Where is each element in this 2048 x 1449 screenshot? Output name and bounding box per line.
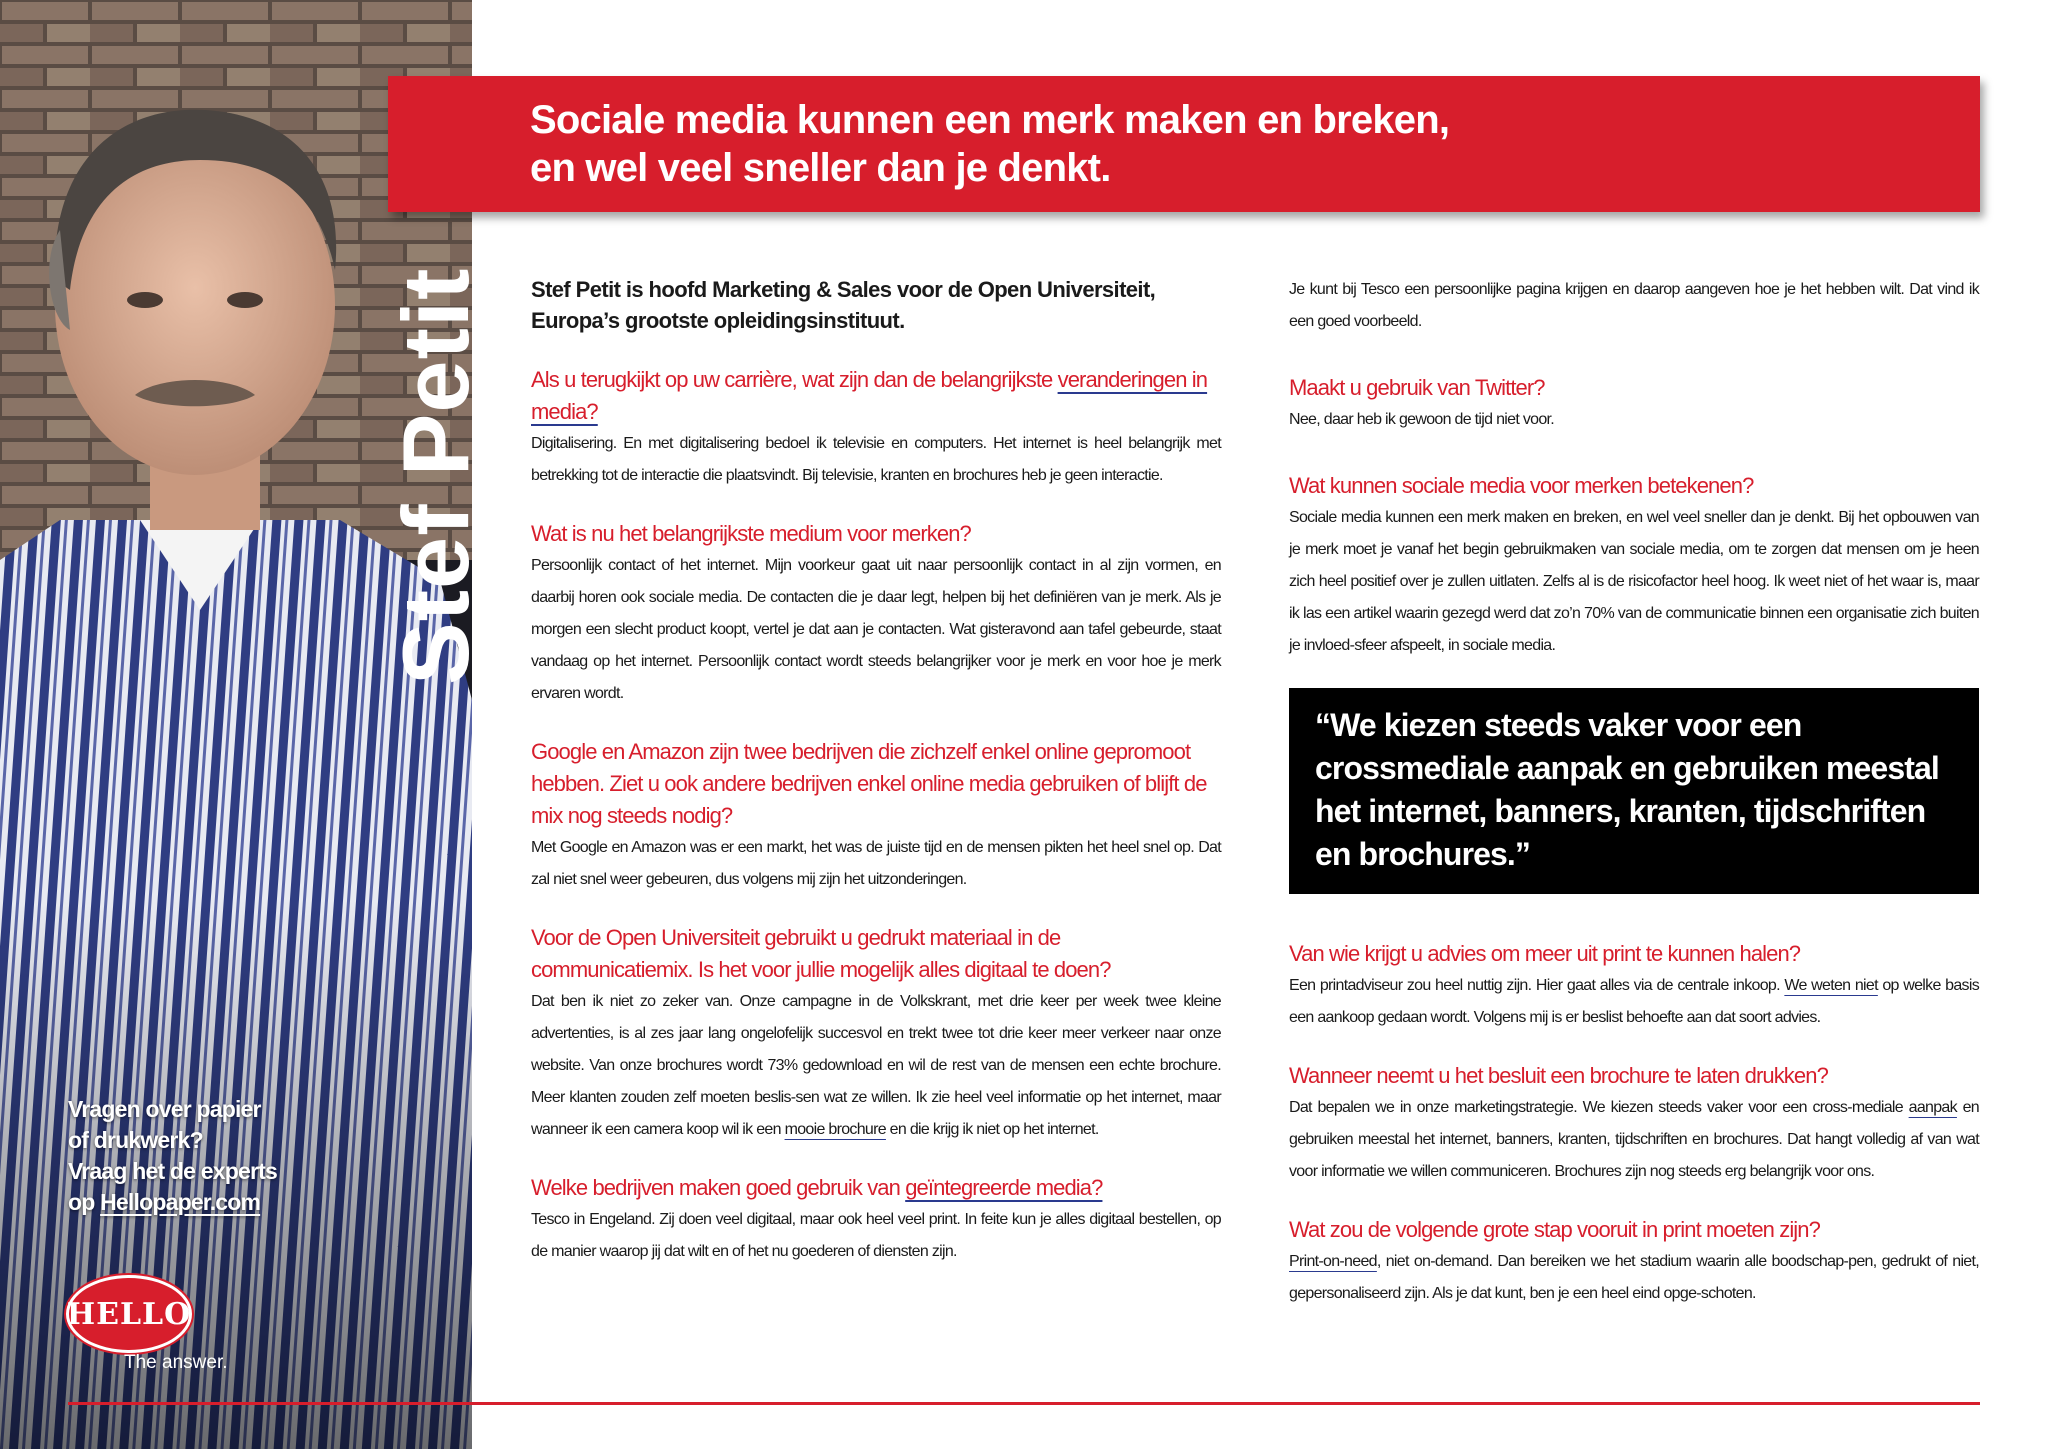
question: Als u terugkijkt op uw carrière, wat zijn dan de belangrijkste veranderingen in media? [531,367,1208,424]
answer: Nee, daar heb ik gewoon de tijd niet voor. [1289,411,1555,428]
answer: Dat ben ik niet zo zeker van. Onze campagne in de Volkskrant, met drie keer per week twee kleine advertenties, is al zes jaar lang ongelofelijk succesvol en trekt twee tot drie keer meer verkeer naar onze website. Van onze brochures wordt 73% gedownload en wil de rest van de mensen een echte brochure. Meer klanten zouden zelf moeten beslis-sen wat ze willen. Ik zie heel veel informatie op het internet, maar wanneer ik een camera koop wil ik een mooie brochure en die krijg ik niet op het internet. [531,993,1221,1138]
underlined-phrase: We weten niet [1784,977,1878,994]
person-name: Stef Petit [383,267,488,685]
question: Van wie krijgt u advies om meer uit print te kunnen halen? [1289,941,1801,966]
answer: Tesco in Engeland. Zij doen veel digitaal, maar ook heel veel print. In feite kun je alles digitaal bestellen, op de manier waarop jij dat wilt en of het nu goederen of diensten zijn. [531,1211,1221,1260]
answer: Print-on-need, niet on-demand. Dan bereiken we het stadium waarin alle boodschap-pen, gedrukt of niet, gepersonaliseerd zijn. Als je dat kunt, ben je een heel eind opge-schoten. [1289,1253,1979,1302]
answer: Persoonlijk contact of het internet. Mijn voorkeur gaat uit naar persoonlijk contact in al zijn vormen, en daarbij horen ook sociale media. De contacten die je daar legt, helpen bij het definiëren van je merk. Als je morgen een slecht product koopt, vertel je dat aan je contacten. Wat gisteravond aan tafel gebeurde, staat vandaag op het internet. Persoonlijk contact wordt steeds belangrijker voor je merk en voor hoe je merk ervaren wordt. [531,557,1221,702]
question: Wat zou de volgende grote stap vooruit in print moeten zijn? [1289,1217,1820,1242]
promo-line: Vragen over papier [68,1096,261,1122]
headline-banner [388,76,1980,212]
portrait-panel [0,0,488,1449]
answer: Dat bepalen we in onze marketingstrategie. We kiezen steeds vaker voor een cross-mediale aanpak en gebruiken meestal het internet, banners, kranten, tijdschriften en brochures. Dat hangt volledig af van wat voor informatie we willen communiceren. Brochures zijn nog steeds erg belangrijk voor ons. [1289,1099,1979,1180]
promo-text [68,1094,368,1218]
promo-line: Vraag het de experts [68,1158,277,1184]
headline-line: Sociale media kunnen een merk maken en breken, [530,98,1450,142]
question: Wat is nu het belangrijkste medium voor merken? [531,521,971,546]
article-column-left [531,274,1221,1294]
hellopaper-link[interactable]: Hellopaper.com [100,1189,261,1215]
underlined-phrase: aanpak [1908,1099,1957,1116]
underlined-phrase: geïntegreerde media? [905,1175,1103,1200]
question: Maakt u gebruik van Twitter? [1289,375,1545,400]
question: Welke bedrijven maken goed gebruik van geïntegreerde media? [531,1175,1103,1200]
portrait-photo [0,0,472,1449]
question: Wat kunnen sociale media voor merken betekenen? [1289,473,1754,498]
underlined-phrase: Print-on-need [1289,1253,1377,1270]
tagline: The answer. [124,1352,228,1373]
answer-continued: Je kunt bij Tesco een persoonlijke pagina krijgen en daarop aangeven hoe je het hebben wilt. Dat vind ik een goed voorbeeld. [1289,281,1979,330]
answer: Digitalisering. En met digitalisering bedoel ik televisie en computers. Het internet is heel belangrijk met betrekking tot de interactie die plaatsvindt. Bij televisie, kranten en brochures heb je geen interactie. [531,435,1221,484]
question: Voor de Open Universiteit gebruikt u gedrukt materiaal in de communicatiemix. Is het voor jullie mogelijk alles digitaal te doen? [531,925,1111,982]
headline-line: en wel veel sneller dan je denkt. [530,146,1111,190]
hello-logo: HELLO [66,1275,192,1353]
answer: Sociale media kunnen een merk maken en breken, en wel veel sneller dan je denkt. Bij het opbouwen van je merk moet je vanaf het begin gebruikmaken van sociale media, om te zorgen dat mensen om je heen zich heel positief over je zullen uitlaten. Zelfs al is de risicofactor heel hoog. Ik weet niet of het waar is, maar ik las een artikel waarin gezegd werd dat zo’n 70% van de communicatie binnen een organisatie zich buiten je invloed-sfeer afspeelt, in sociale media. [1289,509,1979,654]
intro-paragraph: Stef Petit is hoofd Marketing & Sales voor de Open Universiteit, Europa’s grootste opleidingsinstituut. [531,277,1156,333]
question: Wanneer neemt u het besluit een brochure te laten drukken? [1289,1063,1828,1088]
promo-line: of drukwerk? [68,1127,203,1153]
question: Google en Amazon zijn twee bedrijven die zichzelf enkel online gepromoot hebben. Ziet u ook andere bedrijven enkel online media gebruiken of blijft de mix nog steeds nodig? [531,739,1207,828]
pull-quote: “We kiezen steeds vaker voor een crossmediale aanpak en gebruiken meestal het internet, banners, kranten, tijdschriften en brochures.” [1289,688,1979,894]
underlined-phrase: mooie brochure [784,1121,886,1138]
answer: Met Google en Amazon was er een markt, het was de juiste tijd en de mensen pikten het heel snel op. Dat zal niet snel weer gebeuren, dus volgens mij zijn het uitzonderingen. [531,839,1221,888]
answer: Een printadviseur zou heel nuttig zijn. Hier gaat alles via de centrale inkoop. We weten niet op welke basis een aankoop gedaan wordt. Volgens mij is er beslist behoefte aan dat soort advies. [1289,977,1979,1026]
article-column-right [1289,274,1979,1336]
promo-line: op Hellopaper.com [68,1189,261,1215]
bottom-rule [68,1402,1980,1405]
underlined-phrase: veranderingen in media? [531,367,1208,424]
